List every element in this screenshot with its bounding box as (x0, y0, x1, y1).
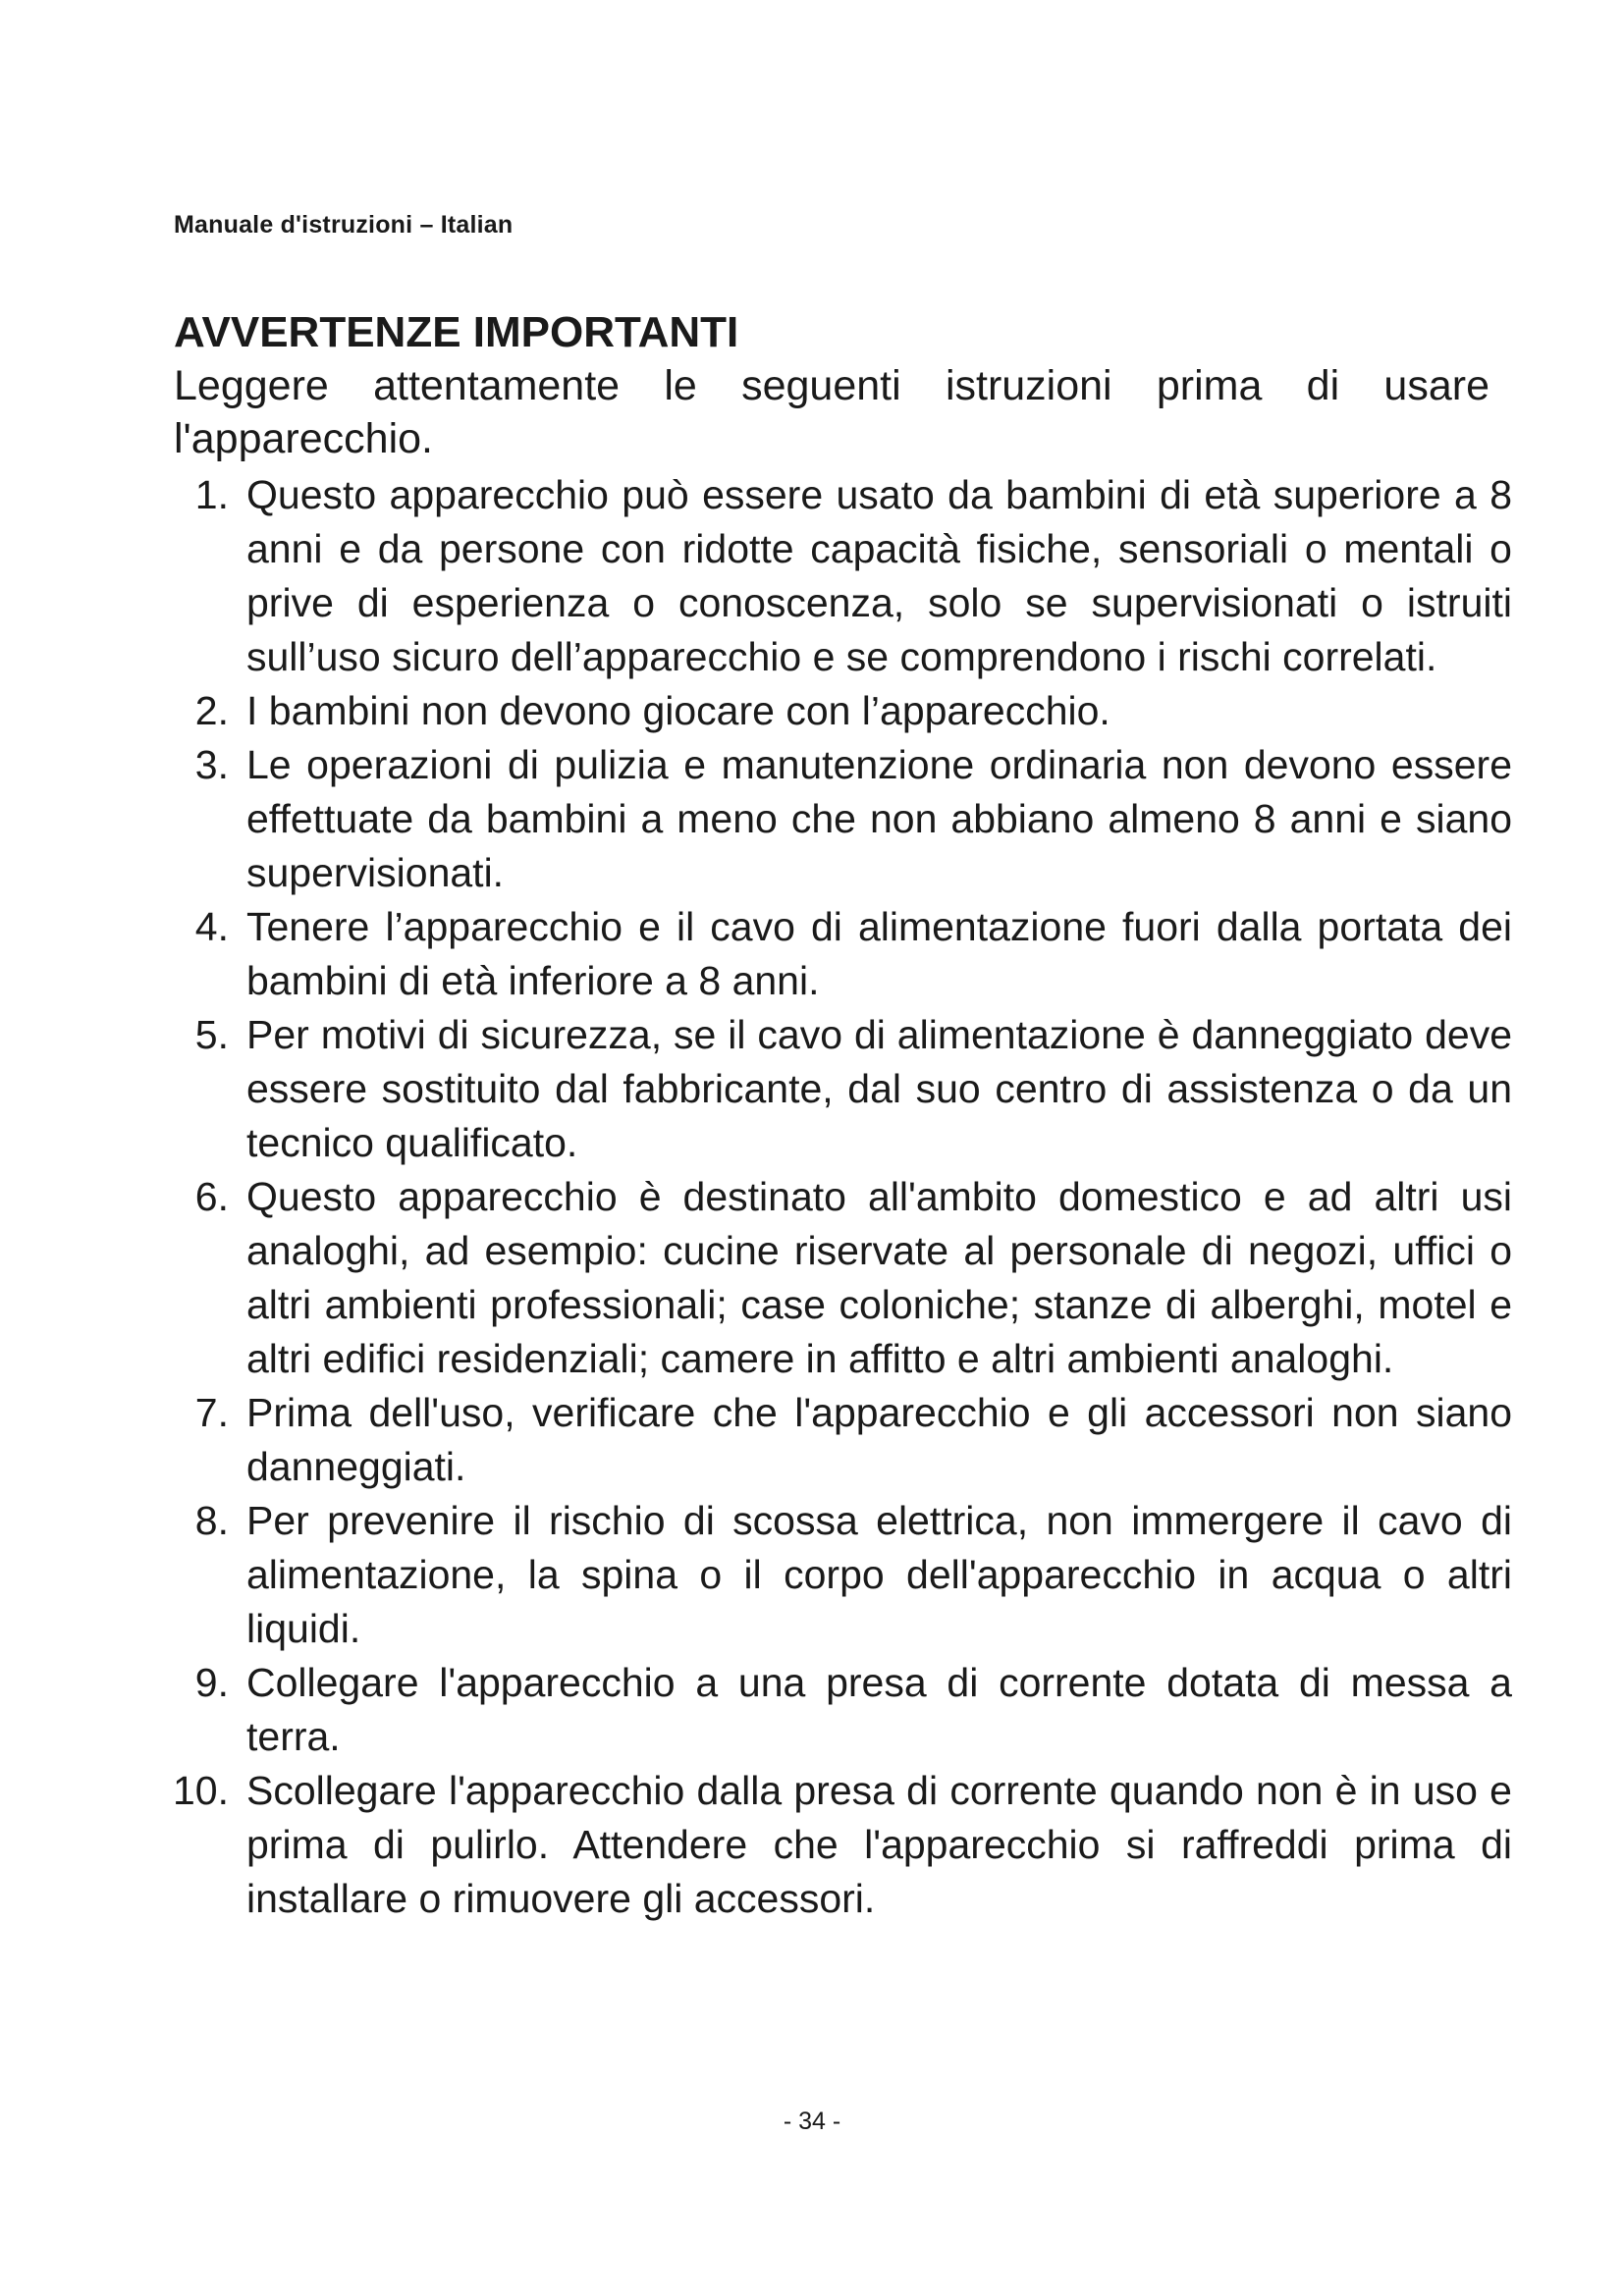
warning-text: Prima dell'uso, verificare che l'apparecchio e gli accessori non siano danneggiati. (246, 1390, 1512, 1489)
warning-number: 4. (194, 904, 229, 949)
intro-paragraph: Leggere attentamente le seguenti istruzioni prima di usare l'apparecchio. (174, 362, 1489, 462)
warning-item (142, 1008, 1512, 1170)
warning-number: 2. (194, 688, 229, 733)
warning-text: Questo apparecchio può essere usato da bambini di età superiore a 8 anni e da persone con ridotte capacità fisiche, sensoriali o mentali o prive di esperienza o conoscenza, solo se supervisionati o istruiti sull’uso sicuro dell’apparecchio e se comprendono i rischi correlati. (246, 472, 1512, 679)
warning-number: 6. (194, 1174, 229, 1219)
warning-number: 5. (194, 1012, 229, 1057)
warning-item (142, 468, 1512, 684)
warning-text: Per prevenire il rischio di scossa elettrica, non immergere il cavo di alimentazione, la spina o il corpo dell'apparecchio in acqua o altri liquidi. (246, 1498, 1512, 1651)
warning-item (142, 684, 1512, 738)
warning-text: I bambini non devono giocare con l’apparecchio. (246, 688, 1110, 733)
warning-item (142, 1656, 1512, 1764)
warning-item (142, 1170, 1512, 1386)
warning-list (142, 468, 1512, 1926)
page-number: - 34 - (783, 2108, 841, 2135)
running-header: Manuale d'istruzioni – Italian (174, 211, 514, 239)
warning-number: 7. (194, 1390, 229, 1435)
warning-text: Tenere l’apparecchio e il cavo di alimentazione fuori dalla portata dei bambini di età inferiore a 8 anni. (246, 904, 1512, 1003)
warning-text: Le operazioni di pulizia e manutenzione ordinaria non devono essere effettuate da bambini a meno che non abbiano almeno 8 anni e siano supervisionati. (246, 742, 1512, 895)
section-title: AVVERTENZE IMPORTANTI (174, 308, 739, 356)
warning-number: 10. (173, 1768, 229, 1813)
warning-number: 1. (194, 472, 229, 517)
warning-item (142, 900, 1512, 1008)
warning-text: Per motivi di sicurezza, se il cavo di alimentazione è danneggiato deve essere sostituito dal fabbricante, dal suo centro di assistenza o da un tecnico qualificato. (246, 1012, 1512, 1165)
warning-text: Scollegare l'apparecchio dalla presa di corrente quando non è in uso e prima di pulirlo. Attendere che l'apparecchio si raffreddi prima di installare o rimuovere gli accessori. (246, 1768, 1512, 1921)
warning-text: Collegare l'apparecchio a una presa di corrente dotata di messa a terra. (246, 1660, 1512, 1759)
warning-number: 8. (194, 1498, 229, 1543)
warning-item (142, 1494, 1512, 1656)
warning-item (142, 1386, 1512, 1494)
warning-item (142, 1764, 1512, 1926)
warning-item (142, 738, 1512, 900)
warning-number: 9. (194, 1660, 229, 1705)
warning-text: Questo apparecchio è destinato all'ambito domestico e ad altri usi analoghi, ad esempio: cucine riservate al personale di negozi, uffici o altri ambienti professionali; case coloniche; stanze di alberghi, motel e altri edifici residenziali; camere in affitto e altri ambienti analoghi. (246, 1174, 1512, 1381)
warning-number: 3. (194, 742, 229, 787)
